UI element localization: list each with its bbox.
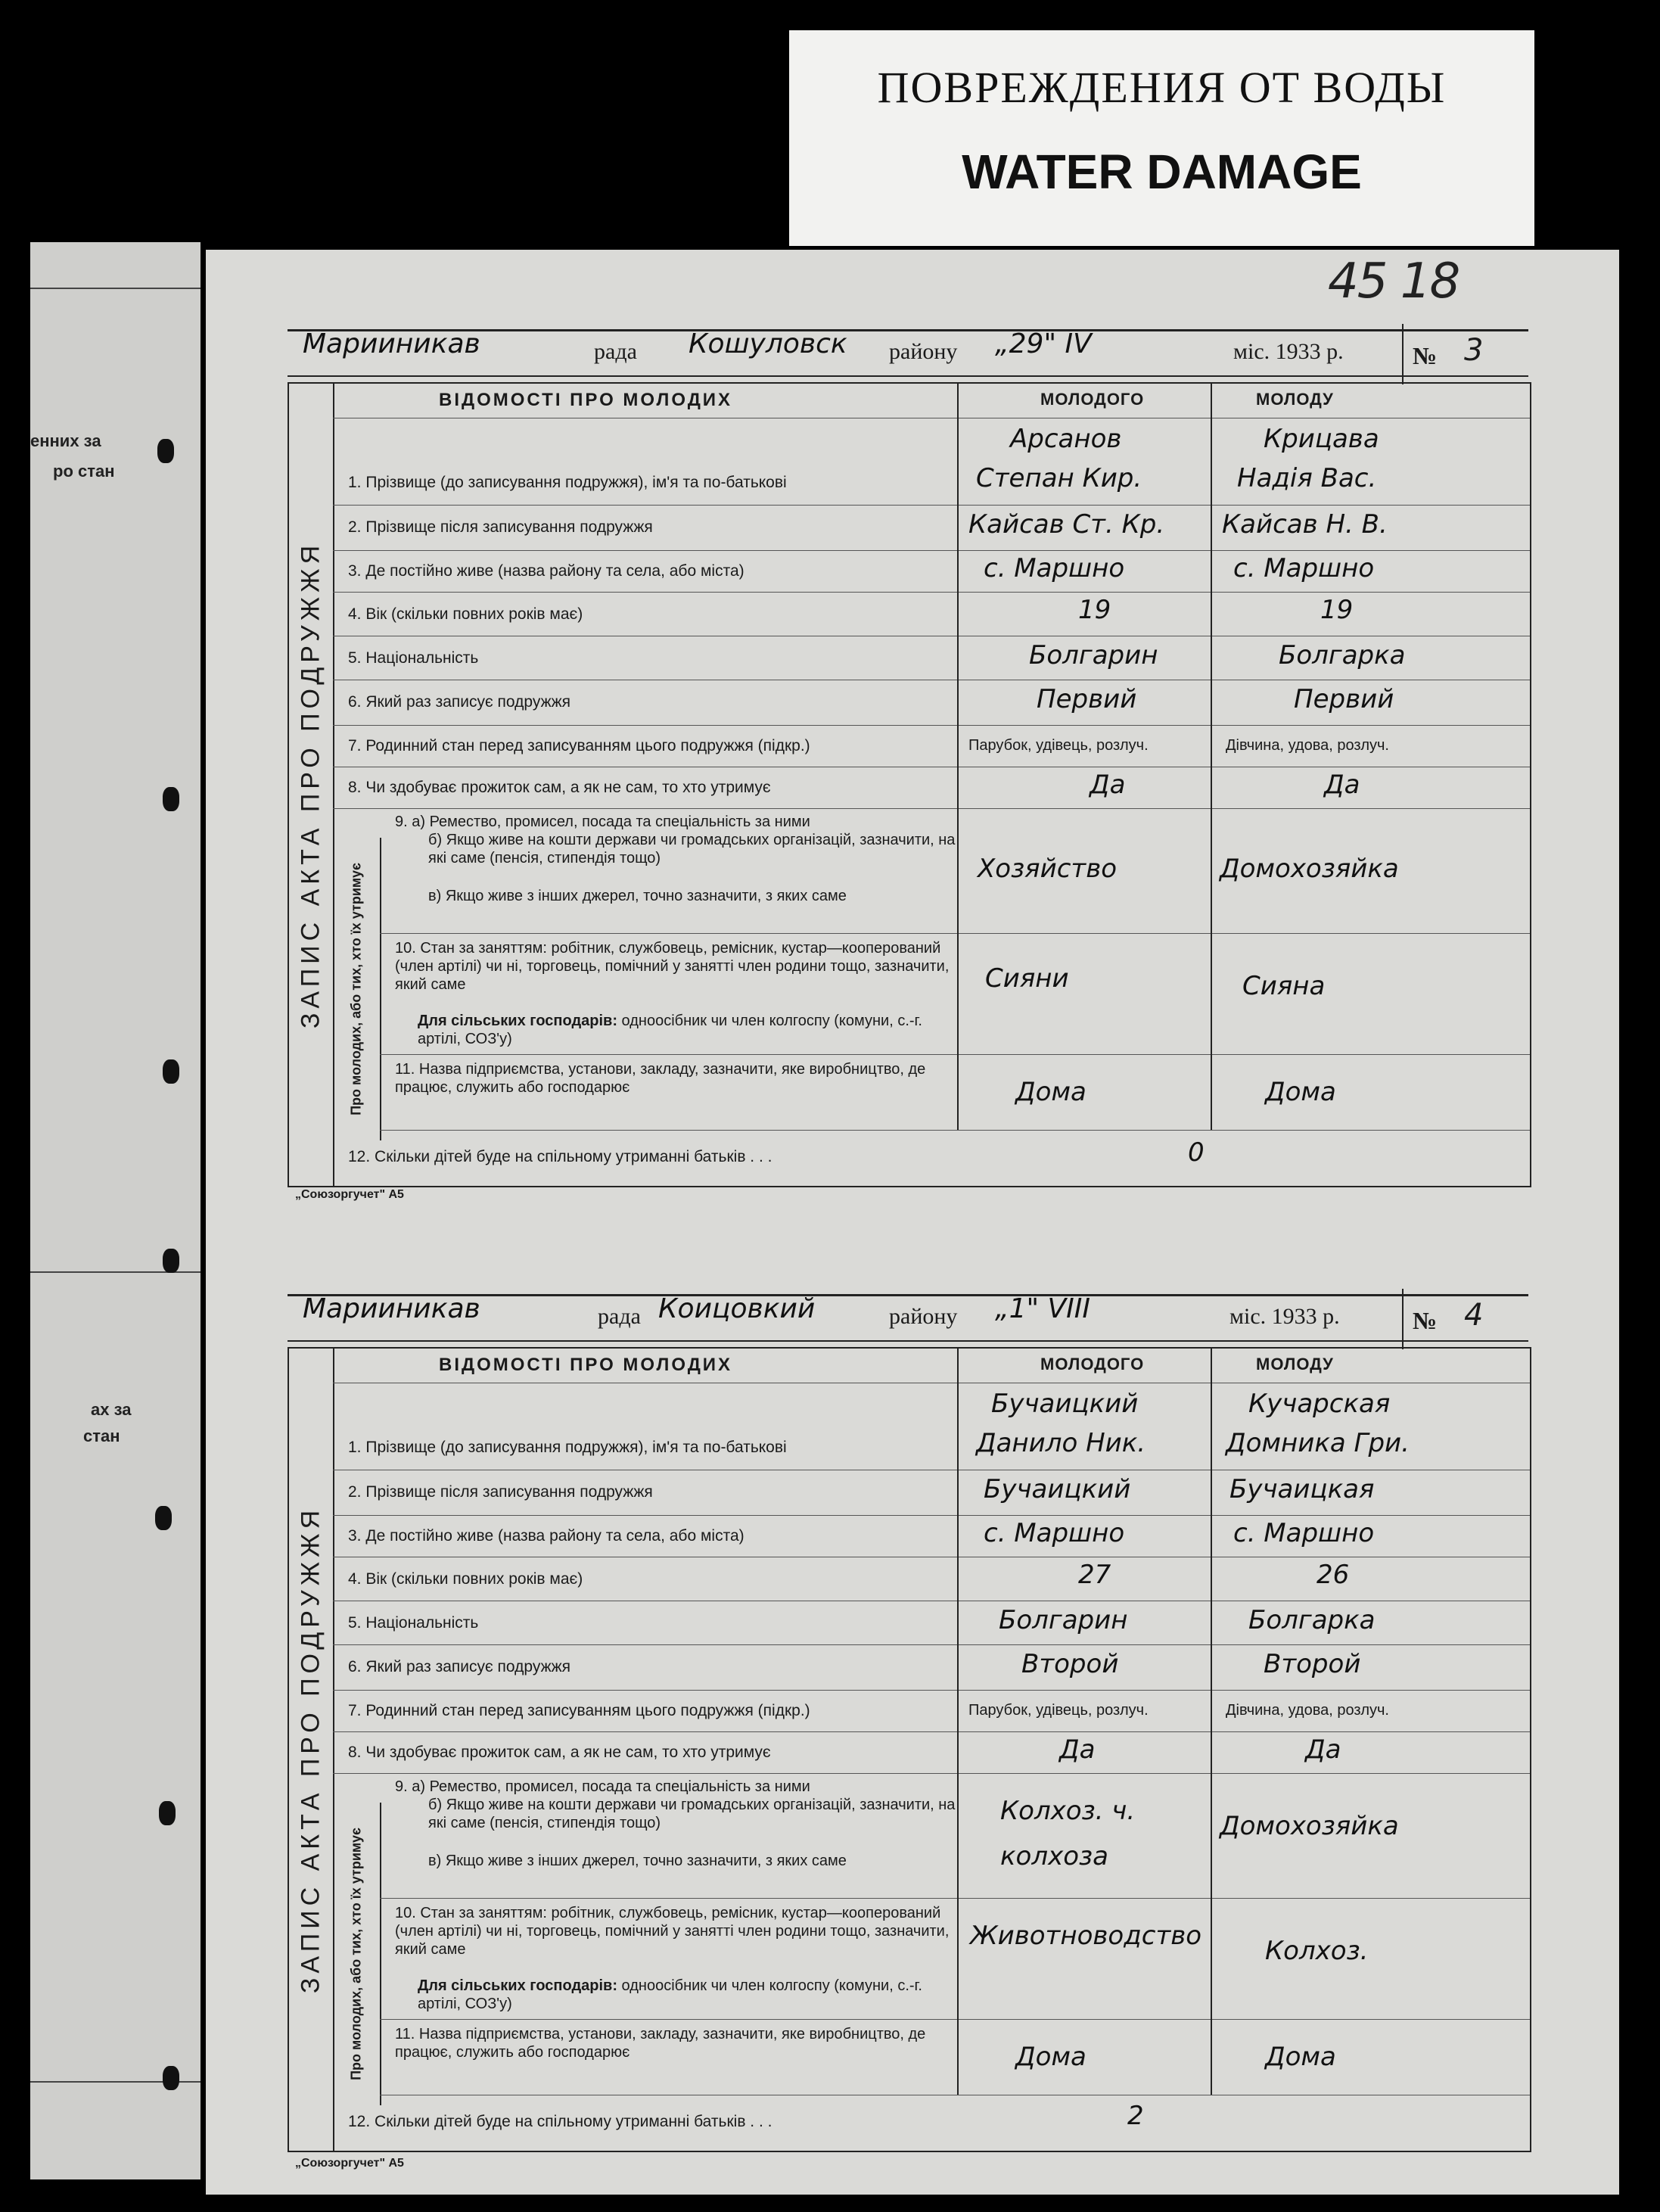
- groom-name-1: Арсанов: [1010, 424, 1122, 454]
- print-footer: „Союзоргучет" А5: [295, 2157, 404, 2170]
- row-children: 12. Скільки дітей буде на спільному утриманні батьків . . . 2: [348, 2101, 1144, 2131]
- month-year-label: міс. 1933 р.: [1229, 1304, 1340, 1329]
- punch-hole: [163, 2066, 179, 2090]
- row-occupation: 9. а) Ремество, промисел, посада та спеціальність за ними б) Якщо живе на кошти держави чи громадських організацій, зазначити, на які саме (пенсія, стипендія тощо) в) Якщо живе з інших джерел, точно зазначити, з яких саме Хозяйство Домохозяйка: [380, 808, 1530, 934]
- row-children: 12. Скільки дітей буде на спільному утриманні батьків . . . 0: [348, 1137, 1205, 1168]
- row-workplace: 11. Назва підприємства, установи, закладу, зазначити, яке виробництво, де працює, служить або господарює Дома Дома: [380, 2019, 1530, 2095]
- punch-hole: [159, 1801, 176, 1825]
- left-fragment-2b: стан: [83, 1426, 120, 1445]
- record-grid: [288, 382, 1531, 1187]
- row-workplace: 11. Назва підприємства, установи, закладу, зазначити, яке виробництво, де працює, служить або господарює Дома Дома: [380, 1054, 1530, 1131]
- groom-name-2: Степан Кир.: [976, 463, 1142, 493]
- header-info: ВІДОМОСТІ ПРО МОЛОДИХ: [439, 390, 733, 410]
- record-header: [288, 1294, 1528, 1342]
- page-number: 45 18: [1328, 254, 1459, 310]
- header-bride: МОЛОДУ: [1256, 390, 1334, 409]
- row-times: 6. Який раз записує подружжя Второй Второй: [333, 1644, 1530, 1691]
- council-name: Марииникав: [303, 328, 480, 359]
- row-occupation: 9. а) Ремество, промисел, посада та спеціальність за ними б) Якщо живе на кошти держави чи громадських організацій, зазначити, на які саме (пенсія, стипендія тощо) в) Якщо живе з інших джерел, точно зазначити, з яких саме Колхоз. ч. колхоза Домохозяйка: [380, 1773, 1530, 1899]
- record-grid: [288, 1347, 1531, 2152]
- punch-hole: [163, 1059, 179, 1084]
- header-row: [333, 1349, 1530, 1383]
- previous-page-strip: [30, 242, 201, 2179]
- month-year-label: міс. 1933 р.: [1233, 339, 1344, 364]
- rada-label: рада: [594, 339, 637, 364]
- header-groom: МОЛОДОГО: [1040, 390, 1145, 409]
- side-sublabel: Про молодих, або тих, хто їх утримує: [333, 1803, 381, 2105]
- row-name-after: 2. Прізвище після записування подружжя Кайсав Ст. Кр. Кайсав Н. В.: [333, 505, 1530, 551]
- marriage-record-1: [288, 329, 1528, 1199]
- punch-hole: [155, 1506, 172, 1530]
- water-damage-ru: ПОВРЕЖДЕНИЯ ОТ ВОДЫ: [877, 63, 1447, 112]
- punch-hole: [157, 439, 174, 463]
- marriage-record-2: [288, 1293, 1528, 2170]
- record-date: „1" VIII: [995, 1293, 1091, 1324]
- district-name: Кошуловск: [689, 328, 847, 359]
- row-self-support: 8. Чи здобуває прожиток сам, а як не сам, то хто утримує Да Да: [333, 1731, 1530, 1774]
- header-row: [333, 384, 1530, 418]
- bride-name-2: Домника Гри.: [1226, 1428, 1410, 1458]
- record-number: 3: [1464, 333, 1484, 368]
- water-damage-en: WATER DAMAGE: [962, 145, 1362, 199]
- row-residence: 3. Де постійно живе (назва району та села, або міста) с. Маршно с. Маршно: [333, 1515, 1530, 1557]
- record-number: 4: [1464, 1298, 1484, 1333]
- punch-hole: [163, 1249, 179, 1273]
- record-header: [288, 329, 1528, 377]
- row-self-support: 8. Чи здобуває прожиток сам, а як не сам, то хто утримує Да Да: [333, 767, 1530, 809]
- rada-label: рада: [598, 1304, 641, 1329]
- row-residence: 3. Де постійно живе (назва району та села, або міста) с. Маршно с. Маршно: [333, 550, 1530, 593]
- bride-name-1: Крицава: [1264, 424, 1379, 454]
- groom-name-2: Данило Ник.: [976, 1428, 1146, 1458]
- left-fragment-2a: ах за: [91, 1400, 132, 1419]
- punch-hole: [163, 787, 179, 811]
- row-employment-status: 10. Стан за заняттям: робітник, службовець, ремісник, кустар—кооперований (член артілі) чи ні, торговець, помічний у занятті член родини тощо, зазначити, який саме Для сільських господарів: одноосібник чи член колгоспу (комуни, с.-г. артілі, СОЗ'у) Животноводство Колхоз.: [380, 1898, 1530, 2020]
- row-name: 1. Прізвище (до записування подружжя), ім'я та по-батькові Бучаицкий Данило Ник. Кучарская Домника Гри.: [333, 1383, 1530, 1470]
- record-number-box: [1402, 1289, 1528, 1349]
- side-sublabel: Про молодих, або тих, хто їх утримує: [333, 838, 381, 1140]
- row-nationality: 5. Національність Болгарин Болгарка: [333, 1601, 1530, 1645]
- row-times: 6. Який раз записує подружжя Первий Первий: [333, 680, 1530, 726]
- number-label: №: [1413, 1307, 1438, 1334]
- raionu-label: району: [889, 339, 958, 364]
- bride-name-1: Кучарская: [1248, 1389, 1391, 1419]
- district-name: Коицовкий: [658, 1293, 816, 1324]
- council-name: Марииникав: [303, 1293, 480, 1324]
- header-groom: МОЛОДОГО: [1040, 1355, 1145, 1374]
- row-employment-status: 10. Стан за заняттям: робітник, службовець, ремісник, кустар—кооперований (член артілі) чи ні, торговець, помічний у занятті член родини тощо, зазначити, який саме Для сільських господарів: одноосібник чи член колгоспу (комуни, с.-г. артілі, СОЗ'у) Сияни Сияна: [380, 933, 1530, 1055]
- row-age: 4. Вік (скільки повних років має) 19 19: [333, 592, 1530, 636]
- row-marital-status: 7. Родинний стан перед записуванням цього подружжя (підкр.) Парубок, удівець, розлуч. Дівчина, удова, розлуч.: [333, 725, 1530, 767]
- left-fragment-1b: ро стан: [53, 462, 115, 481]
- row-name-after: 2. Прізвище після записування подружжя Бучаицкий Бучаицкая: [333, 1470, 1530, 1516]
- side-label: ЗАПИС АКТА ПРО ПОДРУЖЖЯ: [289, 384, 334, 1186]
- header-info: ВІДОМОСТІ ПРО МОЛОДИХ: [439, 1355, 733, 1375]
- bride-name-2: Надія Вас.: [1237, 463, 1377, 493]
- row-marital-status: 7. Родинний стан перед записуванням цього подружжя (підкр.) Парубок, удівець, розлуч. Дівчина, удова, розлуч.: [333, 1690, 1530, 1732]
- left-fragment-1a: енних за: [30, 431, 101, 450]
- groom-name-1: Бучаицкий: [991, 1389, 1139, 1419]
- row-name: 1. Прізвище (до записування подружжя), ім'я та по-батькові Арсанов Степан Кир. Крицава Надія Вас.: [333, 418, 1530, 506]
- side-label: ЗАПИС АКТА ПРО ПОДРУЖЖЯ: [289, 1349, 334, 2151]
- row-age: 4. Вік (скільки повних років має) 27 26: [333, 1557, 1530, 1601]
- record-date: „29" IV: [995, 328, 1092, 359]
- record-number-box: [1402, 324, 1528, 384]
- header-bride: МОЛОДУ: [1256, 1355, 1334, 1374]
- number-label: №: [1413, 342, 1438, 369]
- water-damage-label: [789, 30, 1534, 246]
- raionu-label: району: [889, 1304, 958, 1329]
- print-footer: „Союзоргучет" А5: [295, 1188, 404, 1201]
- row-nationality: 5. Національність Болгарин Болгарка: [333, 636, 1530, 680]
